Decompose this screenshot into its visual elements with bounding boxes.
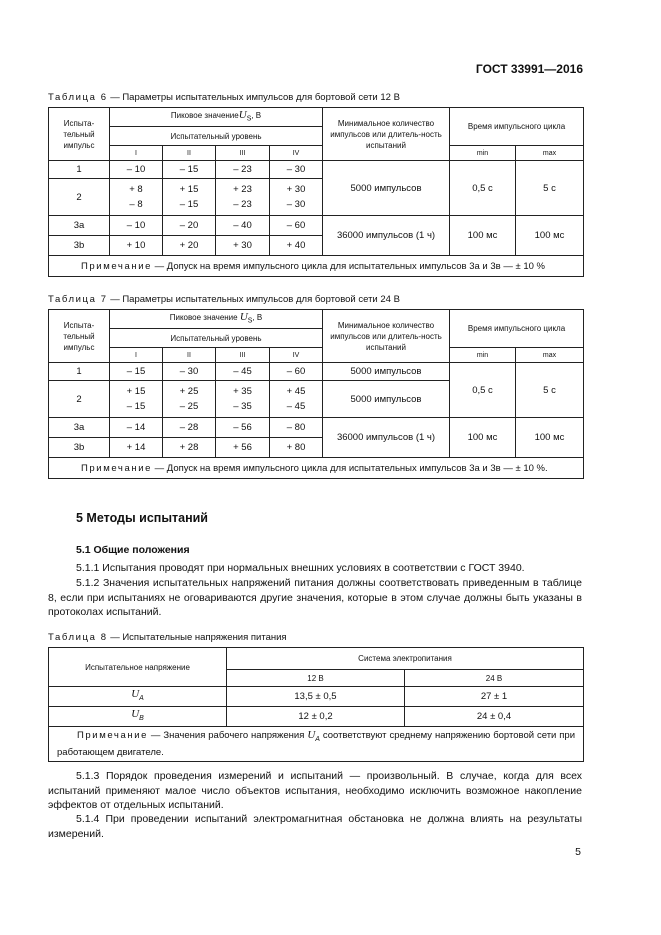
table6-cycle-min-a: 0,5 с bbox=[450, 161, 516, 216]
table7-cycle-max-b: 100 мс bbox=[516, 418, 584, 458]
table6-header-peak-unit: , В bbox=[251, 110, 262, 120]
table6-cell: 3b bbox=[49, 236, 110, 256]
table6-cell: – 10 bbox=[110, 161, 163, 179]
table7-caption-title: — Параметры испытательных импульсов для бортовой сети 24 В bbox=[107, 294, 400, 305]
table6-cycle-min-b: 100 мс bbox=[450, 216, 516, 256]
table7-cell: – 30 bbox=[163, 363, 216, 381]
table7-note-text: — Допуск на время импульсного цикла для испытательных импульсов 3а и 3в — ± 10 %. bbox=[152, 462, 548, 474]
table6-header-level: Испытательный уровень bbox=[110, 127, 323, 146]
table8-caption bbox=[48, 632, 287, 643]
table6-caption-title: — Параметры испытательных импульсов для бортовой сети 12 В bbox=[107, 92, 400, 103]
table6-cycle-max-b: 100 мс bbox=[516, 216, 584, 256]
table6-count-a: 5000 импульсов bbox=[323, 161, 450, 216]
table6-cell: 2 bbox=[49, 179, 110, 216]
table6-cell: + 8 – 8 bbox=[110, 179, 163, 216]
table7-header-level: Испытательный уровень bbox=[110, 329, 323, 348]
table6-header-peak-label: Пиковое значение bbox=[170, 110, 239, 120]
table7-level-4: IV bbox=[270, 348, 323, 363]
paragraph-5-1-2: 5.1.2 Значения испытательных напряжений питания должны соответствовать приведенным в таблице 8, если при испытаниях не оговариваются другие значения, которые в этом случае должны быть указаны в протоколах испытаний. bbox=[48, 577, 582, 618]
table8-header-system: Система электропитания bbox=[227, 648, 584, 670]
table8-header-voltage: Испытательное напряжение bbox=[49, 648, 227, 687]
table6-cell: – 60 bbox=[270, 216, 323, 236]
table7-cycle-min-b: 100 мс bbox=[450, 418, 516, 458]
table7-cell: + 80 bbox=[270, 438, 323, 458]
table7-cell: 3a bbox=[49, 418, 110, 438]
table7-cell: + 25 – 25 bbox=[163, 381, 216, 418]
table7-caption-prefix: Таблица 7 bbox=[48, 294, 108, 305]
table7-level-1: I bbox=[110, 348, 163, 363]
table6-cell: – 23 bbox=[216, 161, 270, 179]
table7-cell: – 60 bbox=[270, 363, 323, 381]
table6-cell: – 20 bbox=[163, 216, 216, 236]
table8-note-label: Примечание bbox=[77, 730, 148, 741]
table7-cell: – 28 bbox=[163, 418, 216, 438]
table6-cell: + 20 bbox=[163, 236, 216, 256]
table8-symbol-ub: $U_B$ bbox=[49, 707, 227, 727]
table8-caption-title: — Испытательные напряжения питания bbox=[107, 632, 287, 643]
table6-note bbox=[49, 256, 584, 277]
table8-cell: 13,5 ± 0,5 bbox=[227, 687, 405, 707]
paragraph-5-1-4: 5.1.4 При проведении испытаний электромагнитная обстановка не должна влиять на результаты измерений. bbox=[48, 813, 582, 840]
table7-level-3: III bbox=[216, 348, 270, 363]
table6-header-cycle: Время импульсного цикла bbox=[450, 108, 584, 146]
table6-caption bbox=[48, 92, 400, 103]
table7-cell: 2 bbox=[49, 381, 110, 418]
table7-header-cycle: Время импульсного цикла bbox=[450, 310, 584, 348]
table6-cell: 3a bbox=[49, 216, 110, 236]
table8-cell: 24 ± 0,4 bbox=[405, 707, 584, 727]
table7-header-min: min bbox=[450, 348, 516, 363]
table7-note bbox=[49, 458, 584, 479]
table7-header-peak-label: Пиковое значение bbox=[169, 312, 238, 322]
table6-count-b: 36000 импульсов (1 ч) bbox=[323, 216, 450, 256]
table6-cycle-max-a: 5 с bbox=[516, 161, 584, 216]
table7-cell: – 45 bbox=[216, 363, 270, 381]
table7-cycle-min-a: 0,5 с bbox=[450, 363, 516, 418]
table6-note-text: — Допуск на время импульсного цикла для испытательных импульсов 3а и 3в — ± 10 % bbox=[152, 260, 545, 272]
table6-header-min-count: Минимальное количество импульсов или длитель-ность испытаний bbox=[323, 108, 450, 161]
paragraph-5-1-3: 5.1.3 Порядок проведения измерений и испытаний — произвольный. В случае, когда для всех испытаний применяют малое число объектов испытания, необходимо исключить возможное накопление эффектов от отдельных испытаний. bbox=[48, 770, 582, 811]
table6 bbox=[48, 107, 584, 277]
table8-cell: 27 ± 1 bbox=[405, 687, 584, 707]
table6-cell: – 15 bbox=[163, 161, 216, 179]
table7-cell: + 56 bbox=[216, 438, 270, 458]
table7-cell: + 15 – 15 bbox=[110, 381, 163, 418]
table7-header-peak: Пиковое значение $U_S$, В bbox=[110, 310, 323, 329]
table8 bbox=[48, 647, 584, 762]
table7-cell: – 14 bbox=[110, 418, 163, 438]
table7-cell: + 35 – 35 bbox=[216, 381, 270, 418]
table7-cell: – 15 bbox=[110, 363, 163, 381]
table7-cell: – 80 bbox=[270, 418, 323, 438]
table7 bbox=[48, 309, 584, 479]
table6-note-label: Примечание bbox=[81, 260, 152, 272]
table6-cell: 1 bbox=[49, 161, 110, 179]
table6-header-max: max bbox=[516, 146, 584, 161]
table8-cell: 12 ± 0,2 bbox=[227, 707, 405, 727]
table6-level-4: IV bbox=[270, 146, 323, 161]
table7-note-label: Примечание bbox=[81, 462, 152, 474]
table8-note: Примечание — Значения рабочего напряжения $U_A$ соответствуют среднему напряжению бортовой сети при работающем двигателе. bbox=[49, 727, 584, 762]
table6-cell: + 15 – 15 bbox=[163, 179, 216, 216]
table6-cell: – 40 bbox=[216, 216, 270, 236]
table7-cell: 3b bbox=[49, 438, 110, 458]
table8-caption-prefix: Таблица 8 bbox=[48, 632, 108, 643]
table7-header-peak-unit: , В bbox=[252, 312, 263, 322]
table6-header-pulse: Испыта-тельный импульс bbox=[49, 108, 110, 161]
section-heading: 5 Методы испытаний bbox=[76, 511, 208, 525]
table6-level-3: III bbox=[216, 146, 270, 161]
table7-count-2: 5000 импульсов bbox=[323, 381, 450, 418]
table7-cell: – 56 bbox=[216, 418, 270, 438]
table7-level-2: II bbox=[163, 348, 216, 363]
paragraph-5-1-1: 5.1.1 Испытания проводят при нормальных внешних условиях в соответствии с ГОСТ 3940. bbox=[76, 562, 525, 574]
table6-cell: + 30 – 30 bbox=[270, 179, 323, 216]
table8-symbol-ua: $U_A$ bbox=[49, 687, 227, 707]
table7-header-max: max bbox=[516, 348, 584, 363]
table8-header-12v: 12 В bbox=[227, 670, 405, 687]
table8-header-24v: 24 В bbox=[405, 670, 584, 687]
document-id: ГОСТ 33991—2016 bbox=[475, 62, 583, 76]
table7-cell: + 45 – 45 bbox=[270, 381, 323, 418]
table6-caption-prefix: Таблица 6 bbox=[48, 92, 108, 103]
table7-cell: + 28 bbox=[163, 438, 216, 458]
table7-count-1: 5000 импульсов bbox=[323, 363, 450, 381]
table6-header-peak: Пиковое значениеU$_S$, В bbox=[110, 108, 323, 127]
table6-cell: + 30 bbox=[216, 236, 270, 256]
table7-caption bbox=[48, 294, 400, 305]
table6-cell: + 40 bbox=[270, 236, 323, 256]
table7-header-min-count: Минимальное количество импульсов или длитель-ность испытаний bbox=[323, 310, 450, 363]
table7-count-b: 36000 импульсов (1 ч) bbox=[323, 418, 450, 458]
table6-cell: – 30 bbox=[270, 161, 323, 179]
page-number: 5 bbox=[575, 846, 581, 858]
table7-cycle-max-a: 5 с bbox=[516, 363, 584, 418]
table6-level-2: II bbox=[163, 146, 216, 161]
table7-cell: 1 bbox=[49, 363, 110, 381]
table6-level-1: I bbox=[110, 146, 163, 161]
table7-cell: + 14 bbox=[110, 438, 163, 458]
table6-cell: + 10 bbox=[110, 236, 163, 256]
table6-cell: + 23 – 23 bbox=[216, 179, 270, 216]
subsection-heading: 5.1 Общие положения bbox=[76, 544, 190, 556]
table6-header-min: min bbox=[450, 146, 516, 161]
table6-cell: – 10 bbox=[110, 216, 163, 236]
table7-header-pulse: Испыта-тельный импульс bbox=[49, 310, 110, 363]
